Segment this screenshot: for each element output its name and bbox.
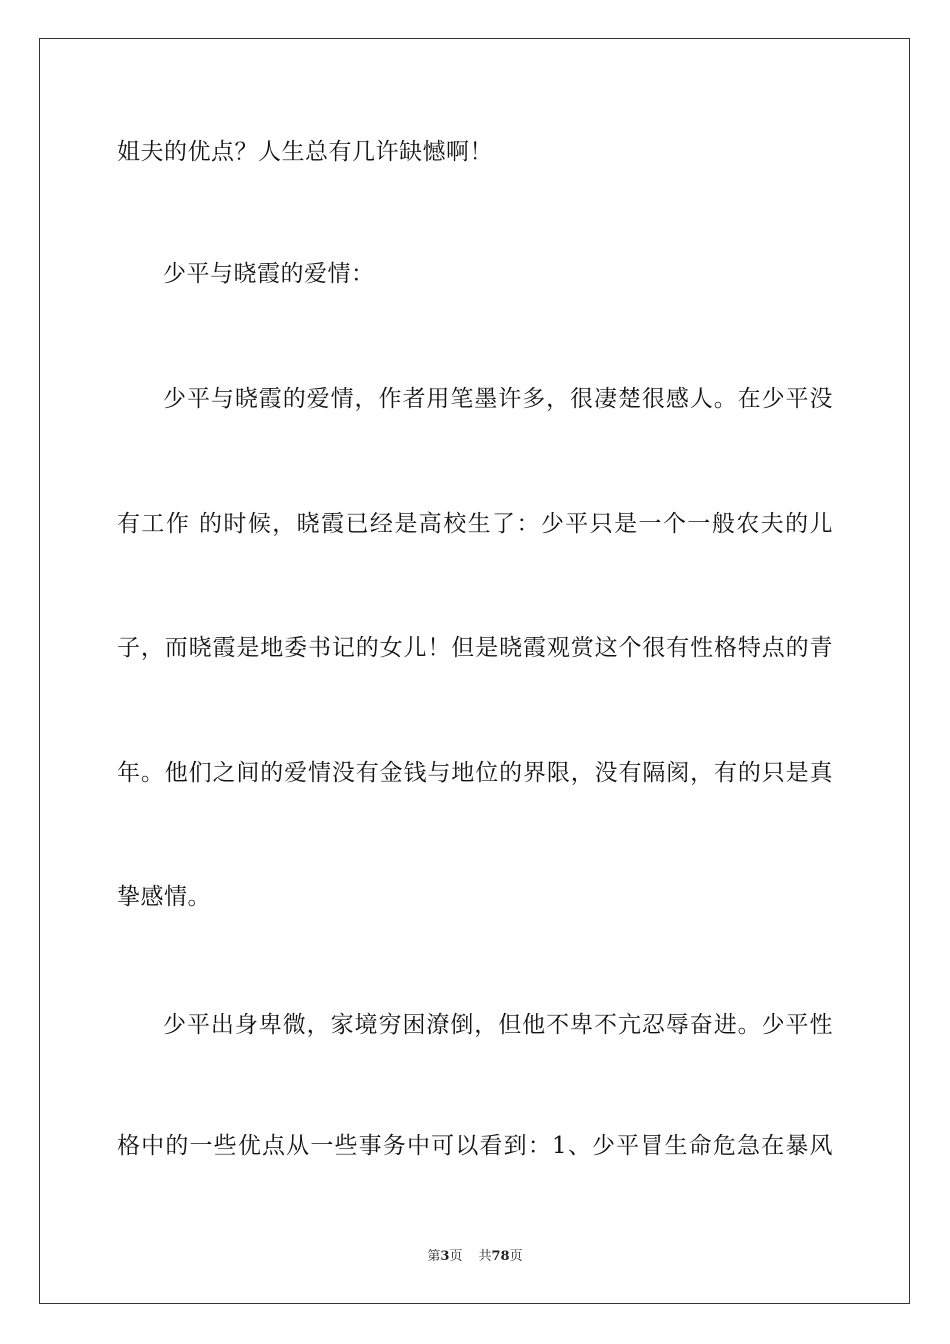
page-suffix: 页 [449, 1249, 463, 1264]
total-pages: 78 [491, 1249, 510, 1264]
text-line-9: 格中的一些优点从一些事务中可以看到：1、少平冒生命危急在暴风 [117, 1133, 833, 1159]
text-line-2: 少平与晓霞的爱情： [163, 261, 375, 287]
page-border [39, 38, 910, 1304]
text-line-5: 子，而晓霞是地委书记的女儿！但是晓霞观赏这个很有性格特点的青 [117, 635, 833, 661]
text-line-4: 有工作 的时候，晓霞已经是高校生了：少平只是一个一般农夫的儿 [117, 511, 833, 537]
text-line-8: 少平出身卑微，家境穷困潦倒，但他不卑不亢忍辱奋进。少平性 [163, 1012, 833, 1038]
page-number: 3 [440, 1249, 450, 1264]
total-suffix: 页 [509, 1249, 523, 1264]
page-prefix: 第 [427, 1249, 441, 1264]
page-footer [0, 1248, 950, 1266]
text-line-3: 少平与晓霞的爱情，作者用笔墨许多，很凄楚很感人。在少平没 [163, 386, 833, 412]
text-line-6: 年。他们之间的爱情没有金钱与地位的界限，没有隔阂，有的只是真 [117, 760, 833, 786]
text-line-1: 姐夫的优点？人生总有几许缺憾啊！ [117, 139, 493, 165]
text-line-7: 挚感情。 [117, 884, 211, 910]
total-prefix: 共 [478, 1249, 492, 1264]
